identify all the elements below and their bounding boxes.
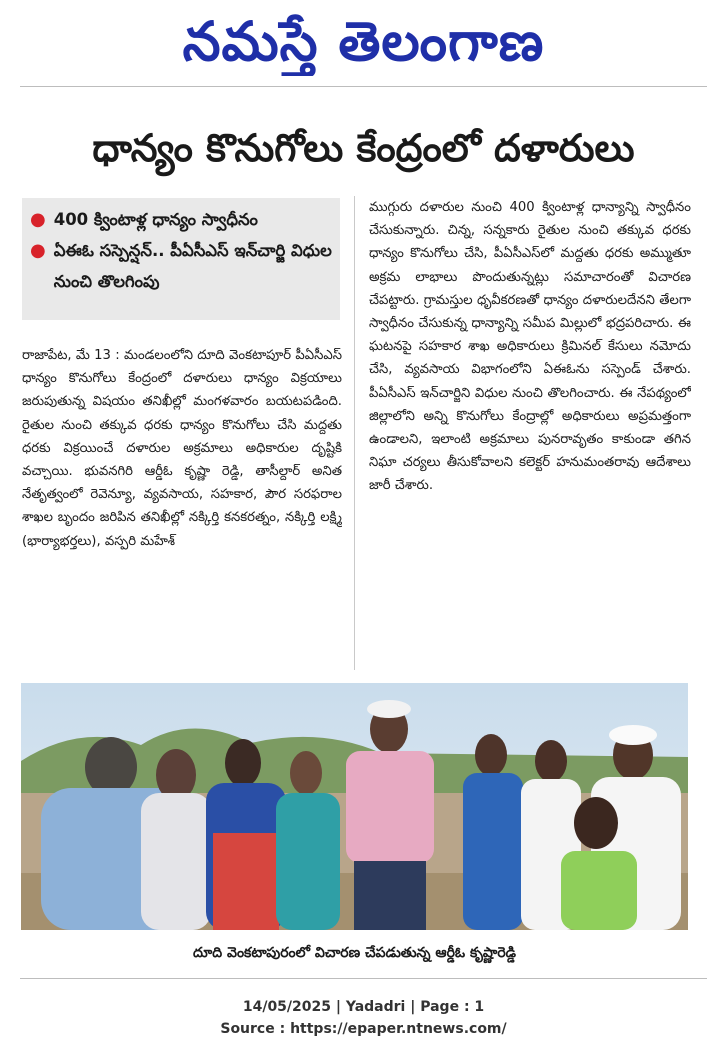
highlights-box <box>22 198 340 320</box>
highlight-text: 400 క్వింటాళ్ల ధాన్యం స్వాధీనం <box>53 210 258 229</box>
source-link[interactable]: Source : https://epaper.ntnews.com/ <box>220 1021 507 1037</box>
article-body-left-column: రాజాపేట, మే 13 : మండలంలోని దూది వెంకటాపూర్ పీఏసీఎస్ ధాన్యం కొనుగోలు కేంద్రంలో దళారులు ధాన్యం విక్రయాలు జరుపుతున్న విషయం తనిఖీల్లో మంగళవారం బయటపడింది. రైతుల నుంచి తక్కువ ధరకు ధాన్యం కొనుగోలు చేసి మద్దతు ధరకు విక్రయించే దళారుల అక్రమాలు అధికారుల దృష్టికి వచ్చాయి. భువనగిరి ఆర్డీఓ కృష్ణా రెడ్డి, తాసీల్దార్ అనిత నేతృత్వంలో రెవెన్యూ, వ్యవసాయ, సహకార, పౌర సరఫరాల శాఖల బృందం జరిపిన తనిఖీల్లో నక్కిర్తి కనకరత్నం, నక్కిర్తి లక్ష్మి (భార్యాభర్తలు), వస్పరి మహేశ్ <box>22 348 342 549</box>
article-photo <box>21 683 688 930</box>
edition-info: 14/05/2025 | Yadadri | Page : 1 <box>242 999 485 1015</box>
photo-caption: దూది వెంకటాపురంలో విచారణ చేపడుతున్న ఆర్డీఓ కృష్ణారెడ్డి <box>193 945 516 961</box>
newspaper-masthead: నమస్తే తెలంగాణ <box>182 9 545 73</box>
masthead-divider <box>20 86 707 87</box>
footer-divider <box>20 978 707 979</box>
column-divider <box>354 196 355 670</box>
highlight-text: ఏఈఓ సస్పెన్షన్.. పీఏసీఎస్ ఇన్‌చార్జి విధుల నుంచి తొలగింపు <box>53 241 332 291</box>
bullet-icon: ● <box>30 240 46 261</box>
article-headline: ధాన్యం కొనుగోలు కేంద్రంలో దళారులు <box>92 126 635 170</box>
highlight-item <box>30 204 332 235</box>
highlight-item <box>30 235 332 297</box>
bullet-icon: ● <box>30 209 46 230</box>
photo-illustration <box>21 683 688 930</box>
article-body-right-column: ముగ్గురు దళారుల నుంచి 400 క్వింటాళ్ల ధాన్యాన్ని స్వాధీనం చేసుకున్నారు. చిన్న, సన్నకారు రైతుల నుంచి తక్కువ ధరకు ధాన్యం కొనుగోలు చేసి, పీఏసీఎస్‌లో మద్దతు ధరకు అమ్ముతూ అక్రమ లాభాలు పొందుతున్నట్లు సమాచారంతో విచారణ చేపట్టారు. గ్రామస్తుల ధృవీకరణతో ధాన్యం దళారులదేనని తేలగా స్వాధీనం చేసుకున్న ధాన్యాన్ని సమీప మిల్లులో భద్రపరిచారు. ఈ ఘటనపై సహకార శాఖ అధికారులు క్రిమినల్ కేసులు నమోదు చేసి, వ్యవసాయ విభాగంలోని ఏఈఓను సస్పెండ్ చేశారు. పీఏసీఎస్ ఇన్‌చార్జిని విధుల నుంచి తొలగించారు. ఈ నేపథ్యంలో జిల్లాలోని అన్ని కొనుగోలు కేంద్రాల్లో అధికారులు అప్రమత్తంగా ఉండాలని, ఇలాంటి అక్రమాలు పునరావృతం కాకుండా తగిన నిఘా చర్యలు తీసుకోవాలని కలెక్టర్ హనుమంతరావు ఆదేశాలు జారీ చేశారు. <box>369 200 691 494</box>
